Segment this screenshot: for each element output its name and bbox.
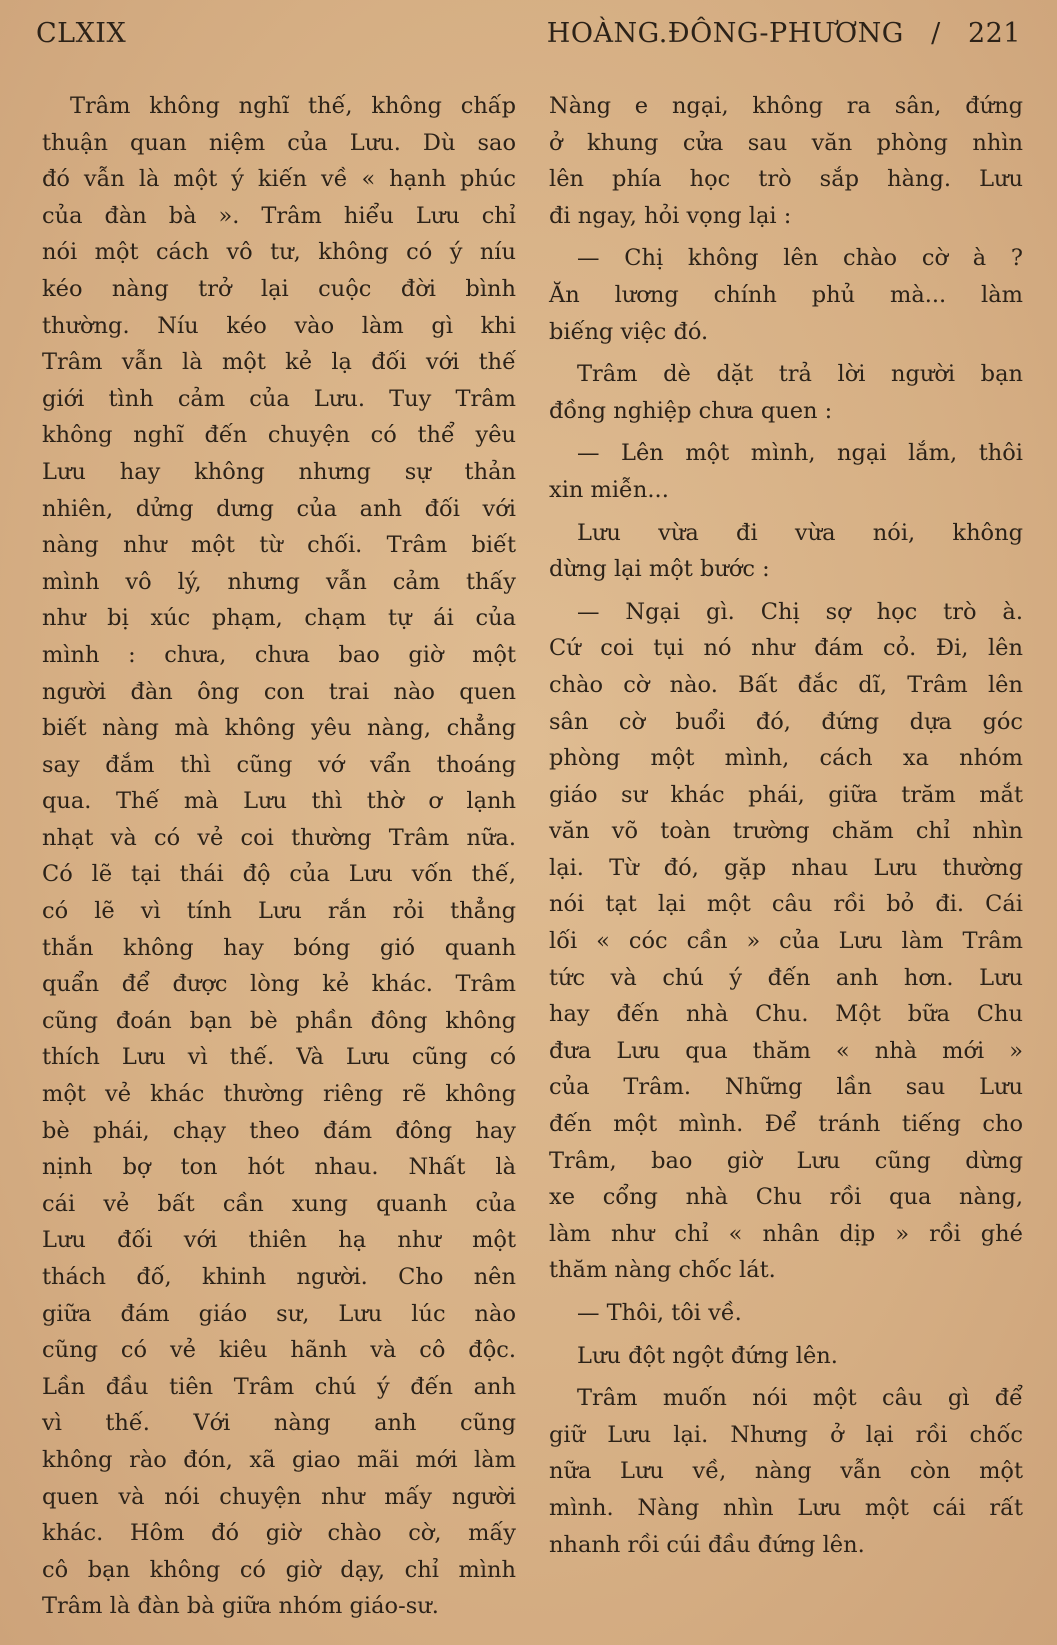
text-line: quen và nói chuyện như mấy người — [42, 1483, 516, 1510]
text-line: bè phái, chạy theo đám đông hay — [42, 1117, 516, 1144]
text-line: thách đố, khinh người. Cho nên — [42, 1264, 516, 1290]
text-line: thích Lưu vì thế. Và Lưu cũng có — [42, 1044, 516, 1071]
text-line: quẩn để được lòng kẻ khác. Trâm — [42, 971, 516, 998]
text-line: Lưu đối với thiên hạ như một — [42, 1227, 516, 1254]
text-line: Trâm dè dặt trả lời người bạn — [577, 361, 1023, 388]
text-line: đi ngay, hỏi vọng lại : — [549, 202, 792, 229]
text-line: nói tạt lại một câu rồi bỏ đi. Cái — [549, 891, 1023, 918]
text-line: lối « cóc cần » của Lưu làm Trâm — [549, 928, 1023, 955]
text-line: thường. Níu kéo vào làm gì khi — [42, 312, 516, 339]
text-line: khác. Hôm đó giờ chào cờ, mấy — [42, 1520, 516, 1547]
text-line: cô bạn không có giờ dạy, chỉ mình — [42, 1556, 516, 1583]
text-line: một vẻ khác thường riêng rẽ không — [42, 1081, 516, 1108]
text-line: lại. Từ đó, gặp nhau Lưu thường — [549, 854, 1023, 881]
text-line: có lẽ vì tính Lưu rắn rỏi thẳng — [42, 898, 516, 925]
text-line: nữa Lưu về, nàng vẫn còn một — [549, 1458, 1023, 1485]
text-line: nịnh bợ ton hót nhau. Nhất là — [42, 1154, 516, 1181]
text-line: — Ngại gì. Chị sợ học trò à. — [577, 598, 1023, 625]
text-line: lên phía học trò sắp hàng. Lưu — [549, 166, 1023, 193]
text-line: Có lẽ tại thái độ của Lưu vốn thế, — [42, 861, 516, 888]
text-line: như bị xúc phạm, chạm tự ái của — [42, 605, 516, 632]
text-line: đưa Lưu qua thăm « nhà mới » — [549, 1037, 1023, 1064]
text-line: Lần đầu tiên Trâm chú ý đến anh — [42, 1373, 516, 1400]
text-line: dừng lại một bước : — [549, 556, 770, 583]
text-line: Trâm không nghĩ thế, không chấp — [70, 93, 516, 119]
text-line: tức và chú ý đến anh hơn. Lưu — [549, 964, 1023, 991]
text-line: xin miễn... — [549, 476, 669, 503]
text-line: Lưu đột ngột đứng lên. — [577, 1342, 838, 1369]
text-line: vì thế. Với nàng anh cũng — [42, 1410, 516, 1437]
text-line: biếng việc đó. — [549, 318, 709, 345]
text-line: mình. Nàng nhìn Lưu một cái rất — [549, 1494, 1023, 1521]
text-line: thuận quan niệm của Lưu. Dù sao — [42, 129, 516, 156]
text-line: thăm nàng chốc lát. — [549, 1257, 776, 1284]
page-number: 221 — [967, 18, 1021, 49]
text-line: Trâm, bao giờ Lưu cũng dừng — [549, 1147, 1023, 1174]
text-line: làm như chỉ « nhân dịp » rồi ghé — [549, 1220, 1023, 1247]
text-line: Cứ coi tụi nó như đám cỏ. Đi, lên — [549, 635, 1023, 662]
text-line: kéo nàng trở lại cuộc đời bình — [42, 275, 516, 302]
text-line: — Lên một mình, ngại lắm, thôi — [577, 440, 1023, 467]
text-line: giáo sư khác phái, giữa trăm mắt — [549, 781, 1023, 808]
text-line: Ăn lương chính phủ mà... làm — [549, 281, 1023, 308]
text-line: Trâm muốn nói một câu gì để — [577, 1385, 1023, 1412]
text-line: không rào đón, xã giao mãi mới làm — [42, 1446, 516, 1473]
running-header — [36, 18, 1021, 58]
text-line: giữa đám giáo sư, Lưu lúc nào — [42, 1300, 516, 1327]
text-line: không nghĩ đến chuyện có thể yêu — [42, 422, 516, 449]
running-title: HOÀNG.ĐÔNG-PHƯƠNG — [546, 18, 904, 49]
right-text-column — [549, 88, 1023, 1563]
text-line: văn võ toàn trường chăm chỉ nhìn — [549, 818, 1023, 845]
text-line: thắn không hay bóng gió quanh — [42, 934, 516, 961]
text-line: — Thôi, tôi về. — [577, 1300, 742, 1326]
text-line: đồng nghiệp chưa quen : — [549, 397, 833, 424]
text-line: nàng như một từ chối. Trâm biết — [42, 532, 516, 559]
text-line: nói một cách vô tư, không có ý níu — [42, 239, 516, 266]
text-line: xe cổng nhà Chu rồi qua nàng, — [549, 1184, 1023, 1211]
text-line: ở khung cửa sau văn phòng nhìn — [549, 129, 1023, 156]
text-line: của đàn bà ». Trâm hiểu Lưu chỉ — [42, 202, 516, 229]
text-line: — Chị không lên chào cờ à ? — [577, 245, 1023, 272]
text-line: đó vẫn là một ý kiến về « hạnh phúc — [42, 166, 516, 193]
text-line: chào cờ nào. Bất đắc dĩ, Trâm lên — [549, 671, 1023, 698]
page-roman-numeral: CLXIX — [36, 18, 127, 49]
text-line: cũng đoán bạn bè phần đông không — [42, 1007, 516, 1034]
text-line: hay đến nhà Chu. Một bữa Chu — [549, 1001, 1023, 1028]
text-line: của Trâm. Những lần sau Lưu — [549, 1074, 1023, 1101]
text-line: người đàn ông con trai nào quen — [42, 678, 516, 705]
text-line: biết nàng mà không yêu nàng, chẳng — [42, 715, 516, 742]
text-line: phòng một mình, cách xa nhóm — [549, 745, 1023, 772]
text-line: cũng có vẻ kiêu hãnh và cô độc. — [42, 1337, 516, 1364]
text-line: nhạt và có vẻ coi thường Trâm nữa. — [42, 824, 516, 851]
text-line: say đắm thì cũng vớ vẩn thoáng — [42, 751, 516, 778]
text-line: mình : chưa, chưa bao giờ một — [42, 641, 516, 668]
left-text-column — [42, 88, 516, 1625]
text-line: Trâm vẫn là một kẻ lạ đối với thế — [42, 349, 516, 376]
text-line: nhanh rồi cúi đầu đứng lên. — [549, 1531, 865, 1558]
text-line: sân cờ buổi đó, đứng dựa góc — [549, 708, 1023, 735]
text-line: Trâm là đàn bà giữa nhóm giáo-sư. — [42, 1593, 439, 1620]
running-title-group — [547, 18, 1021, 49]
text-line: qua. Thế mà Lưu thì thờ ơ lạnh — [42, 788, 516, 815]
text-line: Nàng e ngại, không ra sân, đứng — [549, 93, 1023, 119]
text-line: giới tình cảm của Lưu. Tuy Trâm — [42, 385, 516, 412]
text-line: nhiên, dửng dưng của anh đối với — [42, 495, 516, 522]
text-line: Lưu hay không nhưng sự thản — [42, 458, 516, 485]
text-line: cái vẻ bất cần xung quanh của — [42, 1190, 516, 1217]
title-separator: / — [931, 18, 941, 49]
text-line: đến một mình. Để tránh tiếng cho — [549, 1111, 1023, 1138]
text-line: Lưu vừa đi vừa nói, không — [577, 519, 1023, 546]
text-line: giữ Lưu lại. Nhưng ở lại rồi chốc — [549, 1421, 1023, 1448]
text-line: mình vô lý, nhưng vẫn cảm thấy — [42, 568, 516, 595]
